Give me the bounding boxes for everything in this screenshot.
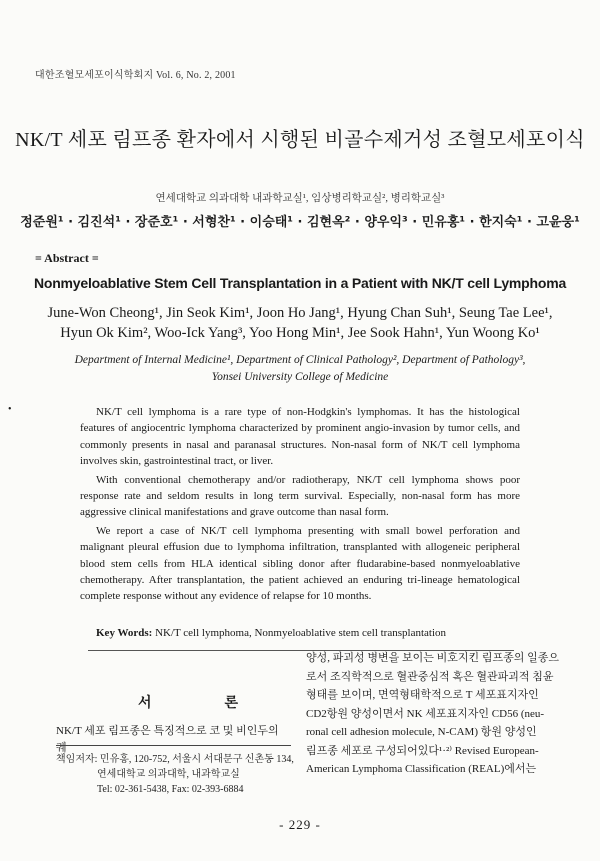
intro-line: American Lymphoma Classification (REAL)에서는 <box>306 763 537 775</box>
affiliation-english-line: Yonsei University College of Medicine <box>211 371 389 383</box>
intro-left-column: NK/T 세포 림프종은 특징적으로 코 및 비인두의 궤 <box>56 725 279 754</box>
intro-line: ronal cell adhesion molecule, N-CAM) 항원 양성인 <box>306 726 537 738</box>
corresponding-author-footnote <box>56 752 296 797</box>
intro-line: 양성, 파괴성 병변을 보이는 비호지킨 림프종의 일종으 <box>306 652 560 664</box>
authors-korean: 정준원¹ · 김진석¹ · 장준호¹ · 서형찬¹ · 이승태¹ · 김현옥² · 양우익³ · 민유홍¹ · 한지숙¹ · 고윤웅¹ <box>20 215 580 230</box>
authors-english-line: June-Won Cheong¹, Jin Seok Kim¹, Joon Ho Jang¹, Hyung Chan Suh¹, Seung Tae Lee¹, <box>47 305 553 321</box>
intro-line: 형태를 보이며, 면역형태학적으로 T 세포표지자인 <box>306 689 539 701</box>
footnote-line: Tel: 02-361-5438, Fax: 02-393-6884 <box>97 784 244 795</box>
abstract-paragraph: With conventional chemotherapy and/or radiotherapy, NK/T cell lymphoma shows poor response rate and seldom results in long term survival. Especially, non-nasal form has more aggressive clinical manifestations and grave outcome than nasal form. <box>80 473 520 519</box>
footnote-line: 연세대학교 의과대학, 내과학교실 <box>97 769 240 780</box>
keywords-label: Key Words: <box>96 627 153 639</box>
affiliation-korean: 연세대학교 의과대학 내과학교실¹, 임상병리학교실², 병리학교실³ <box>155 193 445 204</box>
intro-line: 림프종 세포로 구성되어있다¹·²⁾ Revised European- <box>306 744 539 757</box>
abstract-paragraph: NK/T cell lymphoma is a rare type of non-Hodgkin's lymphomas. It has the histological features of angiocentric lymphoma characterized by prominent angio-invasion by tumor cells, and commonly presents in nasal and paranasal structures. Non-nasal form of NK/T cell lymphoma involves skin, gastrointestinal tract, or liver. <box>80 406 520 468</box>
section-heading-char: 서 <box>138 695 152 711</box>
footnote-line: 책임저자: 민유홍, 120-752, 서울시 서대문구 신촌동 134, <box>56 754 294 765</box>
paper-title-english: Nonmyeloablative Stem Cell Transplantation in a Patient with NK/T cell Lymphoma <box>33 275 567 291</box>
footnote-divider <box>56 745 291 746</box>
intro-line: 로서 조직학적으로 혈관중심적 혹은 혈관파괴적 침윤 <box>306 670 554 683</box>
abstract-body <box>80 404 520 607</box>
intro-line: CD2항원 양성이면서 NK 세포표지자인 CD56 (neu- <box>306 707 545 720</box>
affiliation-english-line: Department of Internal Medicine¹, Department of Clinical Pathology², Department of Pathology³, <box>74 354 526 366</box>
affiliation-english <box>30 352 570 386</box>
page-number: - 229 - <box>279 817 321 832</box>
abstract-label: = Abstract = <box>35 251 99 265</box>
keywords <box>96 627 446 639</box>
intro-right-column <box>306 649 560 779</box>
paper-title-korean: NK/T 세포 림프종 환자에서 시행된 비골수제거성 조혈모세포이식 <box>15 129 585 151</box>
authors-english <box>30 303 570 343</box>
abstract-paragraph: We report a case of NK/T cell lymphoma presenting with small bowel perforation and malignant pleural effusion due to lymphoma infiltration, transplanted with allogeneic peripheral blood stem cells from HLA identical sibling donor after fludarabine-based nonmyeloablative chemotherapy. After transplantation, the patient achieved an enduring tri-lineage hematological complete response without any evidence of relapse for 10 months. <box>80 524 520 603</box>
keywords-text: NK/T cell lymphoma, Nonmyeloablative stem cell transplantation <box>152 627 446 639</box>
section-heading-char: 론 <box>224 695 238 711</box>
authors-english-line: Hyun Ok Kim², Woo-Ick Yang³, Yoo Hong Min¹, Jee Sook Hahn¹, Yun Woong Ko¹ <box>60 325 540 341</box>
journal-header: 대한조혈모세포이식학회지 Vol. 6, No. 2, 2001 <box>35 70 236 81</box>
margin-mark: • <box>8 404 12 415</box>
section-heading-introduction <box>138 692 238 712</box>
